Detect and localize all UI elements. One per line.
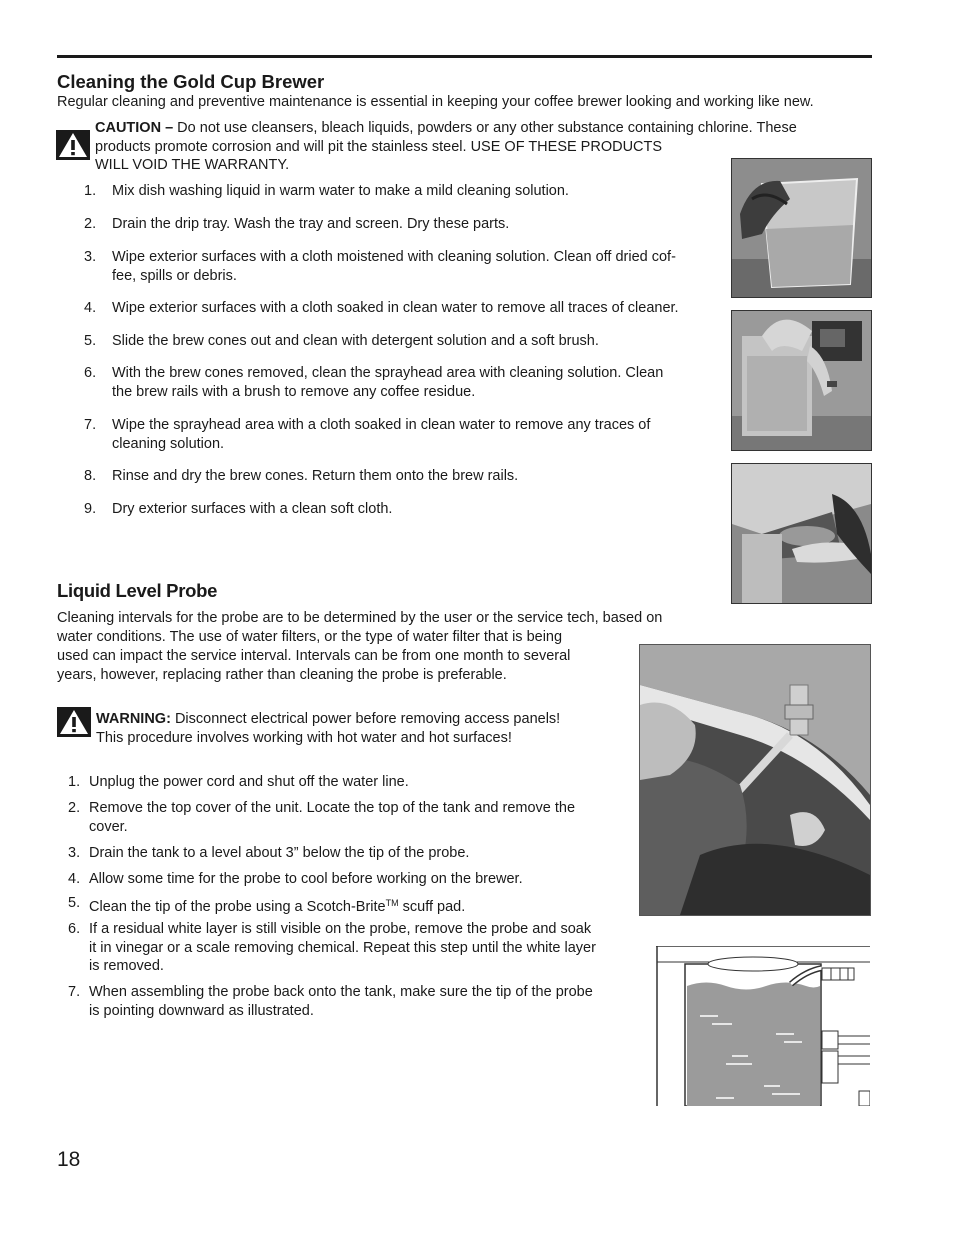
step-text <box>112 182 569 201</box>
step-text-line: Allow some time for the probe to cool before working on the brewer. <box>89 871 523 887</box>
step-text-line: Mix dish washing liquid in warm water to make a mild cleaning solution. <box>112 183 569 199</box>
step-text <box>112 383 475 402</box>
warning-icon <box>57 707 91 737</box>
step-text <box>112 364 663 383</box>
photo-probe-cleaning <box>639 644 871 916</box>
step-text <box>89 799 575 818</box>
step-text <box>89 983 593 1002</box>
step-text-line: is pointing downward as illustrated. <box>89 1002 314 1019</box>
step-text <box>89 870 523 889</box>
step-text-line: fee, spills or debris. <box>112 267 237 284</box>
step-text <box>89 818 128 837</box>
warning-line-1: Disconnect electrical power before removing access panels! <box>170 711 561 727</box>
step-number: 7. <box>84 417 97 433</box>
caution-line-3: WILL VOID THE WARRANTY. <box>95 157 290 173</box>
probe-intro-line-2: water conditions. The use of water filters, or the type of water filter that is being <box>57 629 563 645</box>
step-text-line: Clean the tip of the probe using a Scotch-Brite <box>89 899 386 915</box>
step-text-line: Unplug the power cord and shut off the water line. <box>89 774 409 790</box>
step-text <box>89 894 465 917</box>
caution-line-1: Do not use cleansers, bleach liquids, powders or any other substance containing chlorine. These <box>173 120 797 136</box>
step-text-line: Wipe the sprayhead area with a cloth soaked in clean water to remove any traces of <box>112 417 651 433</box>
step-number: 6. <box>68 921 81 937</box>
probe-intro-line-3: used can impact the service interval. Intervals can be from one month to several <box>57 648 571 664</box>
step-number: 5. <box>68 895 81 911</box>
step-text-after: scuff pad. <box>398 899 466 915</box>
step-text <box>89 844 469 863</box>
step-text-line: cleaning solution. <box>112 435 225 452</box>
step-text <box>112 435 224 454</box>
step-number: 5. <box>84 333 97 349</box>
step-number: 1. <box>68 774 81 790</box>
page-number: 18 <box>57 1148 81 1171</box>
step-text-line: Rinse and dry the brew cones. Return them onto the brew rails. <box>112 468 519 484</box>
step-text-line: cover. <box>89 818 128 835</box>
section-title-cleaning: Cleaning the Gold Cup Brewer <box>57 71 325 92</box>
step-number: 2. <box>84 216 97 232</box>
photo-sprayhead-area <box>731 463 872 604</box>
step-text-line: Wipe exterior surfaces with a cloth moistened with cleaning solution. Clean off dried cof- <box>112 249 676 265</box>
step-text <box>89 939 596 958</box>
caution-line-2: products promote corrosion and will pit the stainless steel. USE OF THESE PRODUCTS <box>95 138 663 155</box>
step-number: 2. <box>68 800 81 816</box>
step-text <box>89 773 409 792</box>
probe-intro-line-1: Cleaning intervals for the probe are to be determined by the user or the service tech, based on <box>57 610 663 626</box>
step-text <box>112 299 679 318</box>
trademark-mark: TM <box>385 898 399 908</box>
step-number: 9. <box>84 501 97 517</box>
photo-wiping-brewer <box>731 310 872 451</box>
step-text <box>89 920 591 939</box>
photo-cleaning-solution-container <box>731 158 872 298</box>
step-number: 1. <box>84 183 97 199</box>
cleaning-intro: Regular cleaning and preventive maintenance is essential in keeping your coffee brewer looking and working like new. <box>57 94 814 110</box>
step-text <box>112 416 650 435</box>
step-number: 7. <box>68 984 81 1000</box>
step-text-line: Dry exterior surfaces with a clean soft cloth. <box>112 501 393 517</box>
top-rule <box>57 55 872 58</box>
step-text-line: Remove the top cover of the unit. Locate the top of the tank and remove the <box>89 800 576 816</box>
step-number: 4. <box>68 871 81 887</box>
step-text-line: is removed. <box>89 958 164 974</box>
warning-notice <box>96 710 560 747</box>
section-title-probe: Liquid Level Probe <box>57 580 218 601</box>
warning-label: WARNING: <box>96 711 171 727</box>
step-number: 4. <box>84 300 97 316</box>
step-number: 3. <box>68 845 81 861</box>
step-number: 3. <box>84 249 97 265</box>
step-text <box>112 332 599 351</box>
step-text <box>112 267 237 286</box>
step-text-line: Drain the tank to a level about 3” below the tip of the probe. <box>89 845 470 861</box>
step-text <box>112 467 518 486</box>
step-text <box>89 957 164 976</box>
diagram-tank-probe <box>656 946 870 1106</box>
step-number: 6. <box>84 365 97 381</box>
step-text <box>112 248 676 267</box>
step-text <box>112 215 509 234</box>
caution-label: CAUTION – <box>95 120 174 136</box>
step-text-line: the brew rails with a brush to remove any coffee residue. <box>112 383 476 400</box>
step-text-line: If a residual white layer is still visible on the probe, remove the probe and soak <box>89 921 592 937</box>
step-text <box>112 500 392 519</box>
step-text-line: With the brew cones removed, clean the sprayhead area with cleaning solution. Clean <box>112 365 664 381</box>
probe-intro-line-4: years, however, replacing rather than cleaning the probe is preferable. <box>57 667 507 683</box>
step-text-line: it in vinegar or a scale removing chemical. Repeat this step until the white layer <box>89 939 596 956</box>
step-text-line: Slide the brew cones out and clean with detergent solution and a soft brush. <box>112 333 599 349</box>
step-number: 8. <box>84 468 97 484</box>
step-text <box>89 1002 314 1021</box>
probe-intro <box>57 609 662 685</box>
step-text-line: When assembling the probe back onto the tank, make sure the tip of the probe <box>89 984 593 1000</box>
step-text-line: Wipe exterior surfaces with a cloth soaked in clean water to remove all traces of cleaner. <box>112 300 679 316</box>
warning-line-2: This procedure involves working with hot water and hot surfaces! <box>96 729 512 746</box>
step-text-line: Drain the drip tray. Wash the tray and screen. Dry these parts. <box>112 216 510 232</box>
caution-icon <box>56 130 90 160</box>
